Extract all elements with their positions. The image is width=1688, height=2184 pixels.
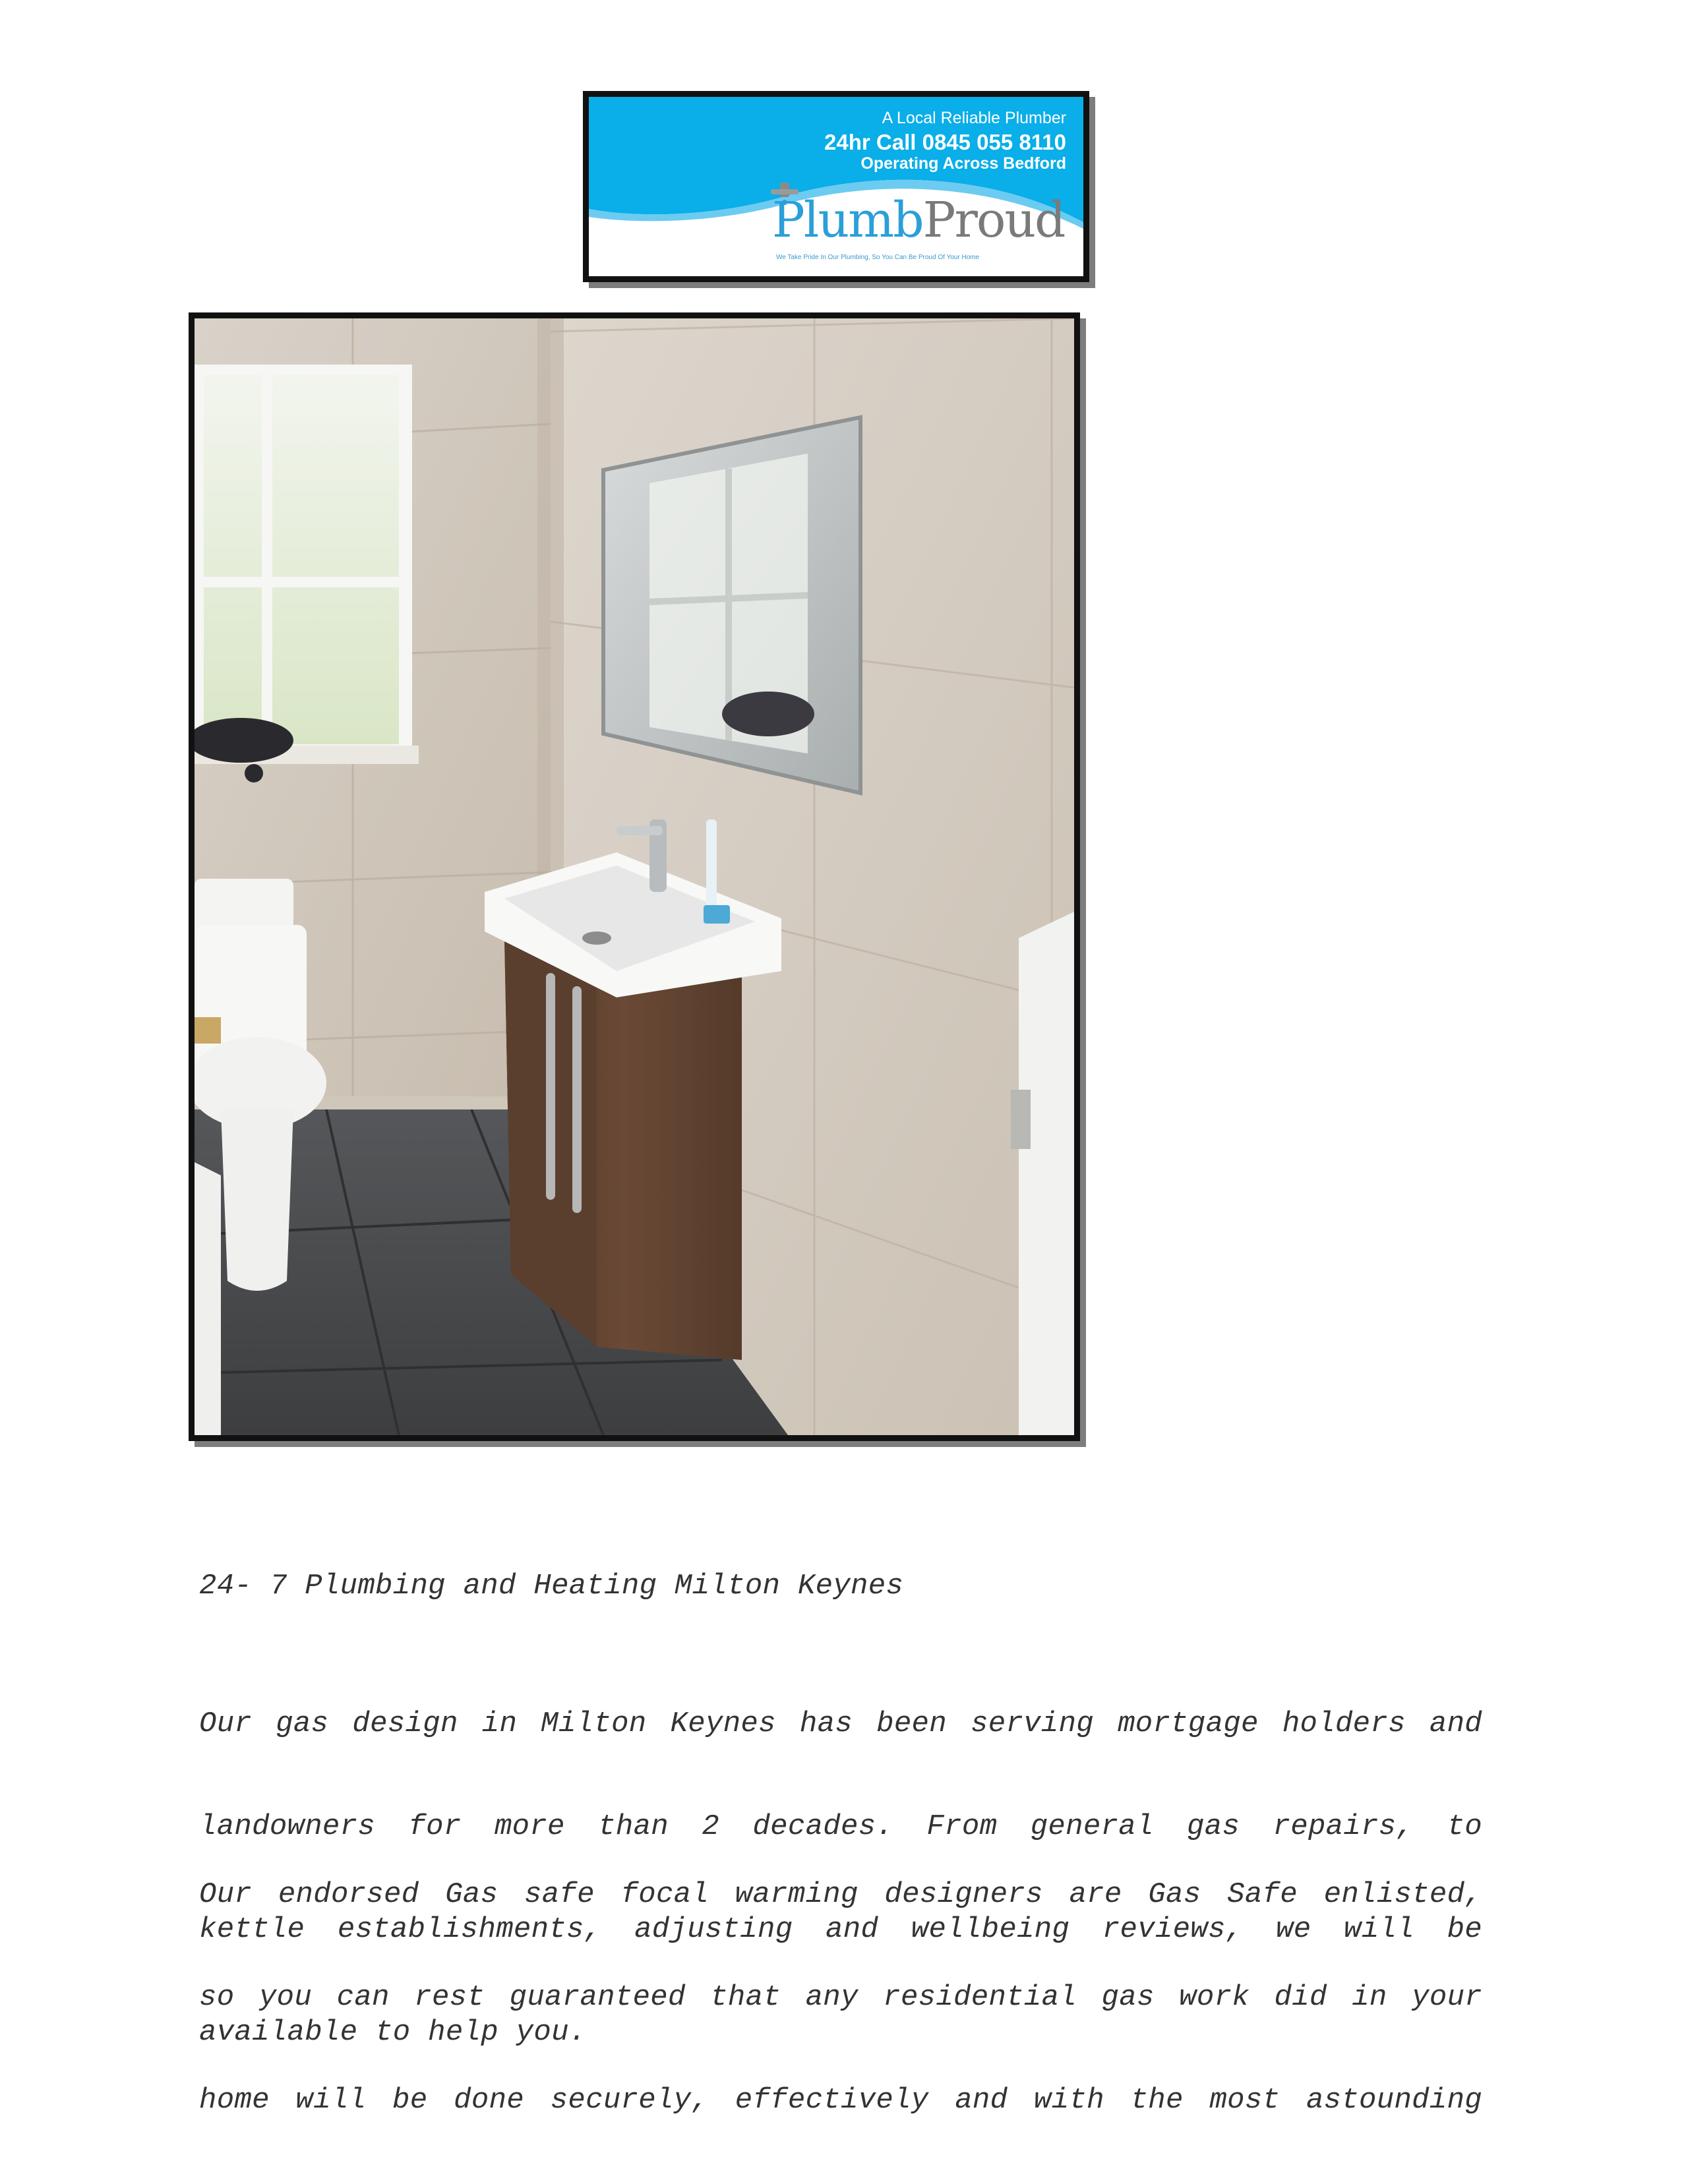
company-logo-banner — [583, 91, 1089, 282]
article-paragraph-2 — [199, 1809, 1482, 2152]
paragraph-1-line-4: available to help you. — [199, 2016, 587, 2049]
brand-name-part-1: Plumb — [772, 192, 923, 249]
brand-name-part-2: Proud — [922, 192, 1065, 249]
article-heading: 24- 7 Plumbing and Heating Milton Keynes — [199, 1570, 904, 1603]
bathroom-photo — [189, 312, 1080, 1441]
paragraph-1-line-3: kettle establishments, adjusting and wellbeing reviews, we will be — [199, 1913, 1482, 1946]
logo-slogan: We Take Pride In Our Plumbing, So You Can Be Proud Of Your Home — [776, 254, 980, 261]
logo-phone-line: 24hr Call 0845 055 8110 — [824, 130, 1066, 154]
paragraph-2-line-1: Our endorsed Gas safe focal warming designers are Gas Safe enlisted, — [199, 1878, 1482, 1911]
brand-name — [772, 192, 1065, 249]
bathroom-illustration — [195, 318, 1074, 1435]
logo-tagline-1: A Local Reliable Plumber — [882, 109, 1066, 127]
paragraph-2-line-2: so you can rest guaranteed that any residential gas work did in your — [199, 1981, 1482, 2014]
paragraph-1-line-2: landowners for more than 2 decades. From general gas repairs, to — [199, 1810, 1482, 1843]
paragraph-2-line-3: home will be done securely, effectively and with the most astounding — [199, 2084, 1482, 2117]
paragraph-1-line-1: Our gas design in Milton Keynes has been serving mortgage holders and — [199, 1707, 1482, 1740]
logo-tagline-3: Operating Across Bedford — [860, 154, 1066, 173]
